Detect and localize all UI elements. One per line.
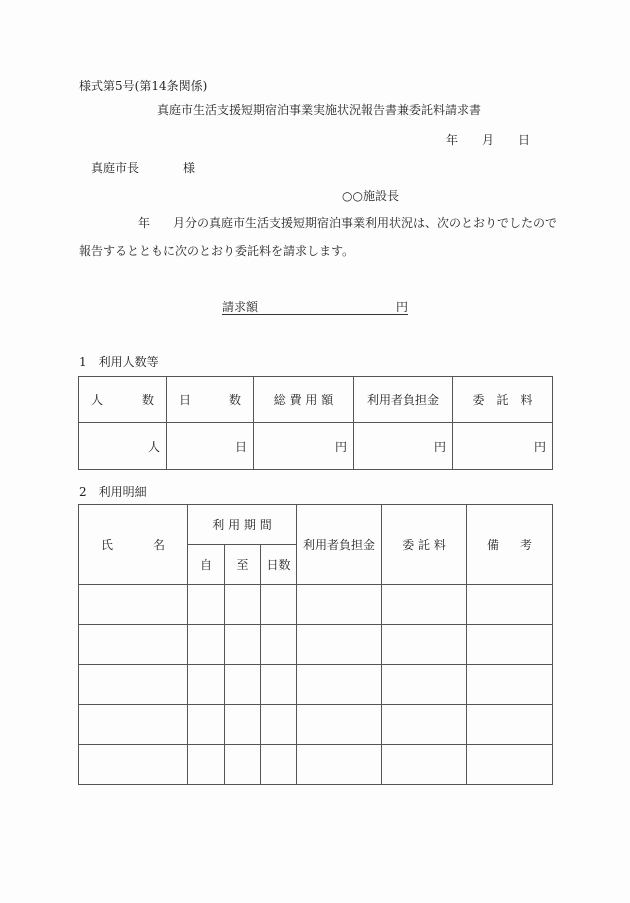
detail-from-field[interactable]: [188, 625, 225, 665]
detail-name-field[interactable]: [79, 745, 188, 785]
claim-unit: 円: [395, 300, 408, 314]
detail-burden-field[interactable]: [297, 705, 382, 745]
section2-heading: 2 利用明細: [79, 485, 147, 499]
usage-summary-table: [78, 376, 553, 470]
detail-name-field[interactable]: [79, 625, 188, 665]
detail-row: [79, 625, 553, 665]
detail-remarks-field[interactable]: [467, 585, 553, 625]
detail-remarks-field[interactable]: [467, 625, 553, 665]
header-commission-fee: 委 託 料: [382, 505, 467, 585]
detail-to-field[interactable]: [225, 585, 261, 625]
header-days: 日 数: [167, 377, 254, 423]
document-title: 真庭市生活支援短期宿泊事業実施状況報告書兼委託料請求書: [157, 103, 482, 117]
claim-label: 請求額: [222, 300, 259, 314]
detail-days-field[interactable]: [261, 625, 297, 665]
detail-burden-field[interactable]: [297, 585, 382, 625]
detail-days-field[interactable]: [261, 665, 297, 705]
detail-row: [79, 745, 553, 785]
header-to: 至: [225, 545, 261, 585]
addressee-name: 真庭市長: [91, 161, 140, 175]
days-field[interactable]: 日: [167, 423, 254, 470]
sender: ○○施設長: [342, 189, 399, 203]
date-day: 日: [518, 133, 531, 147]
body-year: 年: [138, 216, 151, 230]
header-from: 自: [188, 545, 225, 585]
detail-fee-field[interactable]: [382, 665, 467, 705]
detail-from-field[interactable]: [188, 705, 225, 745]
detail-remarks-field[interactable]: [467, 665, 553, 705]
detail-header-row-1: [79, 505, 553, 545]
header-remarks: 備 考: [467, 505, 553, 585]
body-line1: 月分の真庭市生活支援短期宿泊事業利用状況は、次のとおりでしたので: [173, 216, 558, 230]
detail-to-field[interactable]: [225, 665, 261, 705]
total-cost-field[interactable]: 円: [254, 423, 354, 470]
detail-to-field[interactable]: [225, 705, 261, 745]
detail-row: [79, 665, 553, 705]
detail-remarks-field[interactable]: [467, 745, 553, 785]
form-label: 様式第5号(第14条関係): [79, 79, 208, 93]
section1-heading: 1 利用人数等: [79, 355, 159, 369]
detail-burden-field[interactable]: [297, 625, 382, 665]
detail-name-field[interactable]: [79, 705, 188, 745]
detail-name-field[interactable]: [79, 585, 188, 625]
header-user-burden: 利用者負担金: [354, 377, 453, 423]
detail-fee-field[interactable]: [382, 625, 467, 665]
header-days: 日数: [261, 545, 297, 585]
detail-to-field[interactable]: [225, 745, 261, 785]
body-line2: 報告するとともに次のとおり委託料を請求します。: [79, 244, 355, 258]
date-month: 月: [482, 133, 495, 147]
detail-from-field[interactable]: [188, 585, 225, 625]
header-name: 氏 名: [79, 505, 188, 585]
summary-value-row: [79, 423, 553, 470]
usage-detail-table: [78, 504, 553, 785]
detail-days-field[interactable]: [261, 745, 297, 785]
detail-fee-field[interactable]: [382, 585, 467, 625]
commission-fee-field[interactable]: 円: [453, 423, 553, 470]
detail-fee-field[interactable]: [382, 705, 467, 745]
detail-fee-field[interactable]: [382, 745, 467, 785]
header-user-burden: 利用者負担金: [297, 505, 382, 585]
header-commission-fee: 委 託 料: [453, 377, 553, 423]
detail-burden-field[interactable]: [297, 745, 382, 785]
detail-name-field[interactable]: [79, 665, 188, 705]
detail-row: [79, 705, 553, 745]
detail-burden-field[interactable]: [297, 665, 382, 705]
detail-from-field[interactable]: [188, 745, 225, 785]
header-usage-period: 利 用 期 間: [188, 505, 297, 545]
header-people: 人 数: [79, 377, 167, 423]
detail-days-field[interactable]: [261, 585, 297, 625]
detail-days-field[interactable]: [261, 705, 297, 745]
detail-from-field[interactable]: [188, 665, 225, 705]
date-year: 年: [446, 133, 459, 147]
detail-row: [79, 585, 553, 625]
claim-amount-line: [222, 300, 408, 315]
user-burden-field[interactable]: 円: [354, 423, 453, 470]
detail-to-field[interactable]: [225, 625, 261, 665]
header-total-cost: 総 費 用 額: [254, 377, 354, 423]
detail-remarks-field[interactable]: [467, 705, 553, 745]
people-field[interactable]: 人: [79, 423, 167, 470]
summary-header-row: [79, 377, 553, 423]
addressee-honorific: 様: [183, 161, 196, 175]
